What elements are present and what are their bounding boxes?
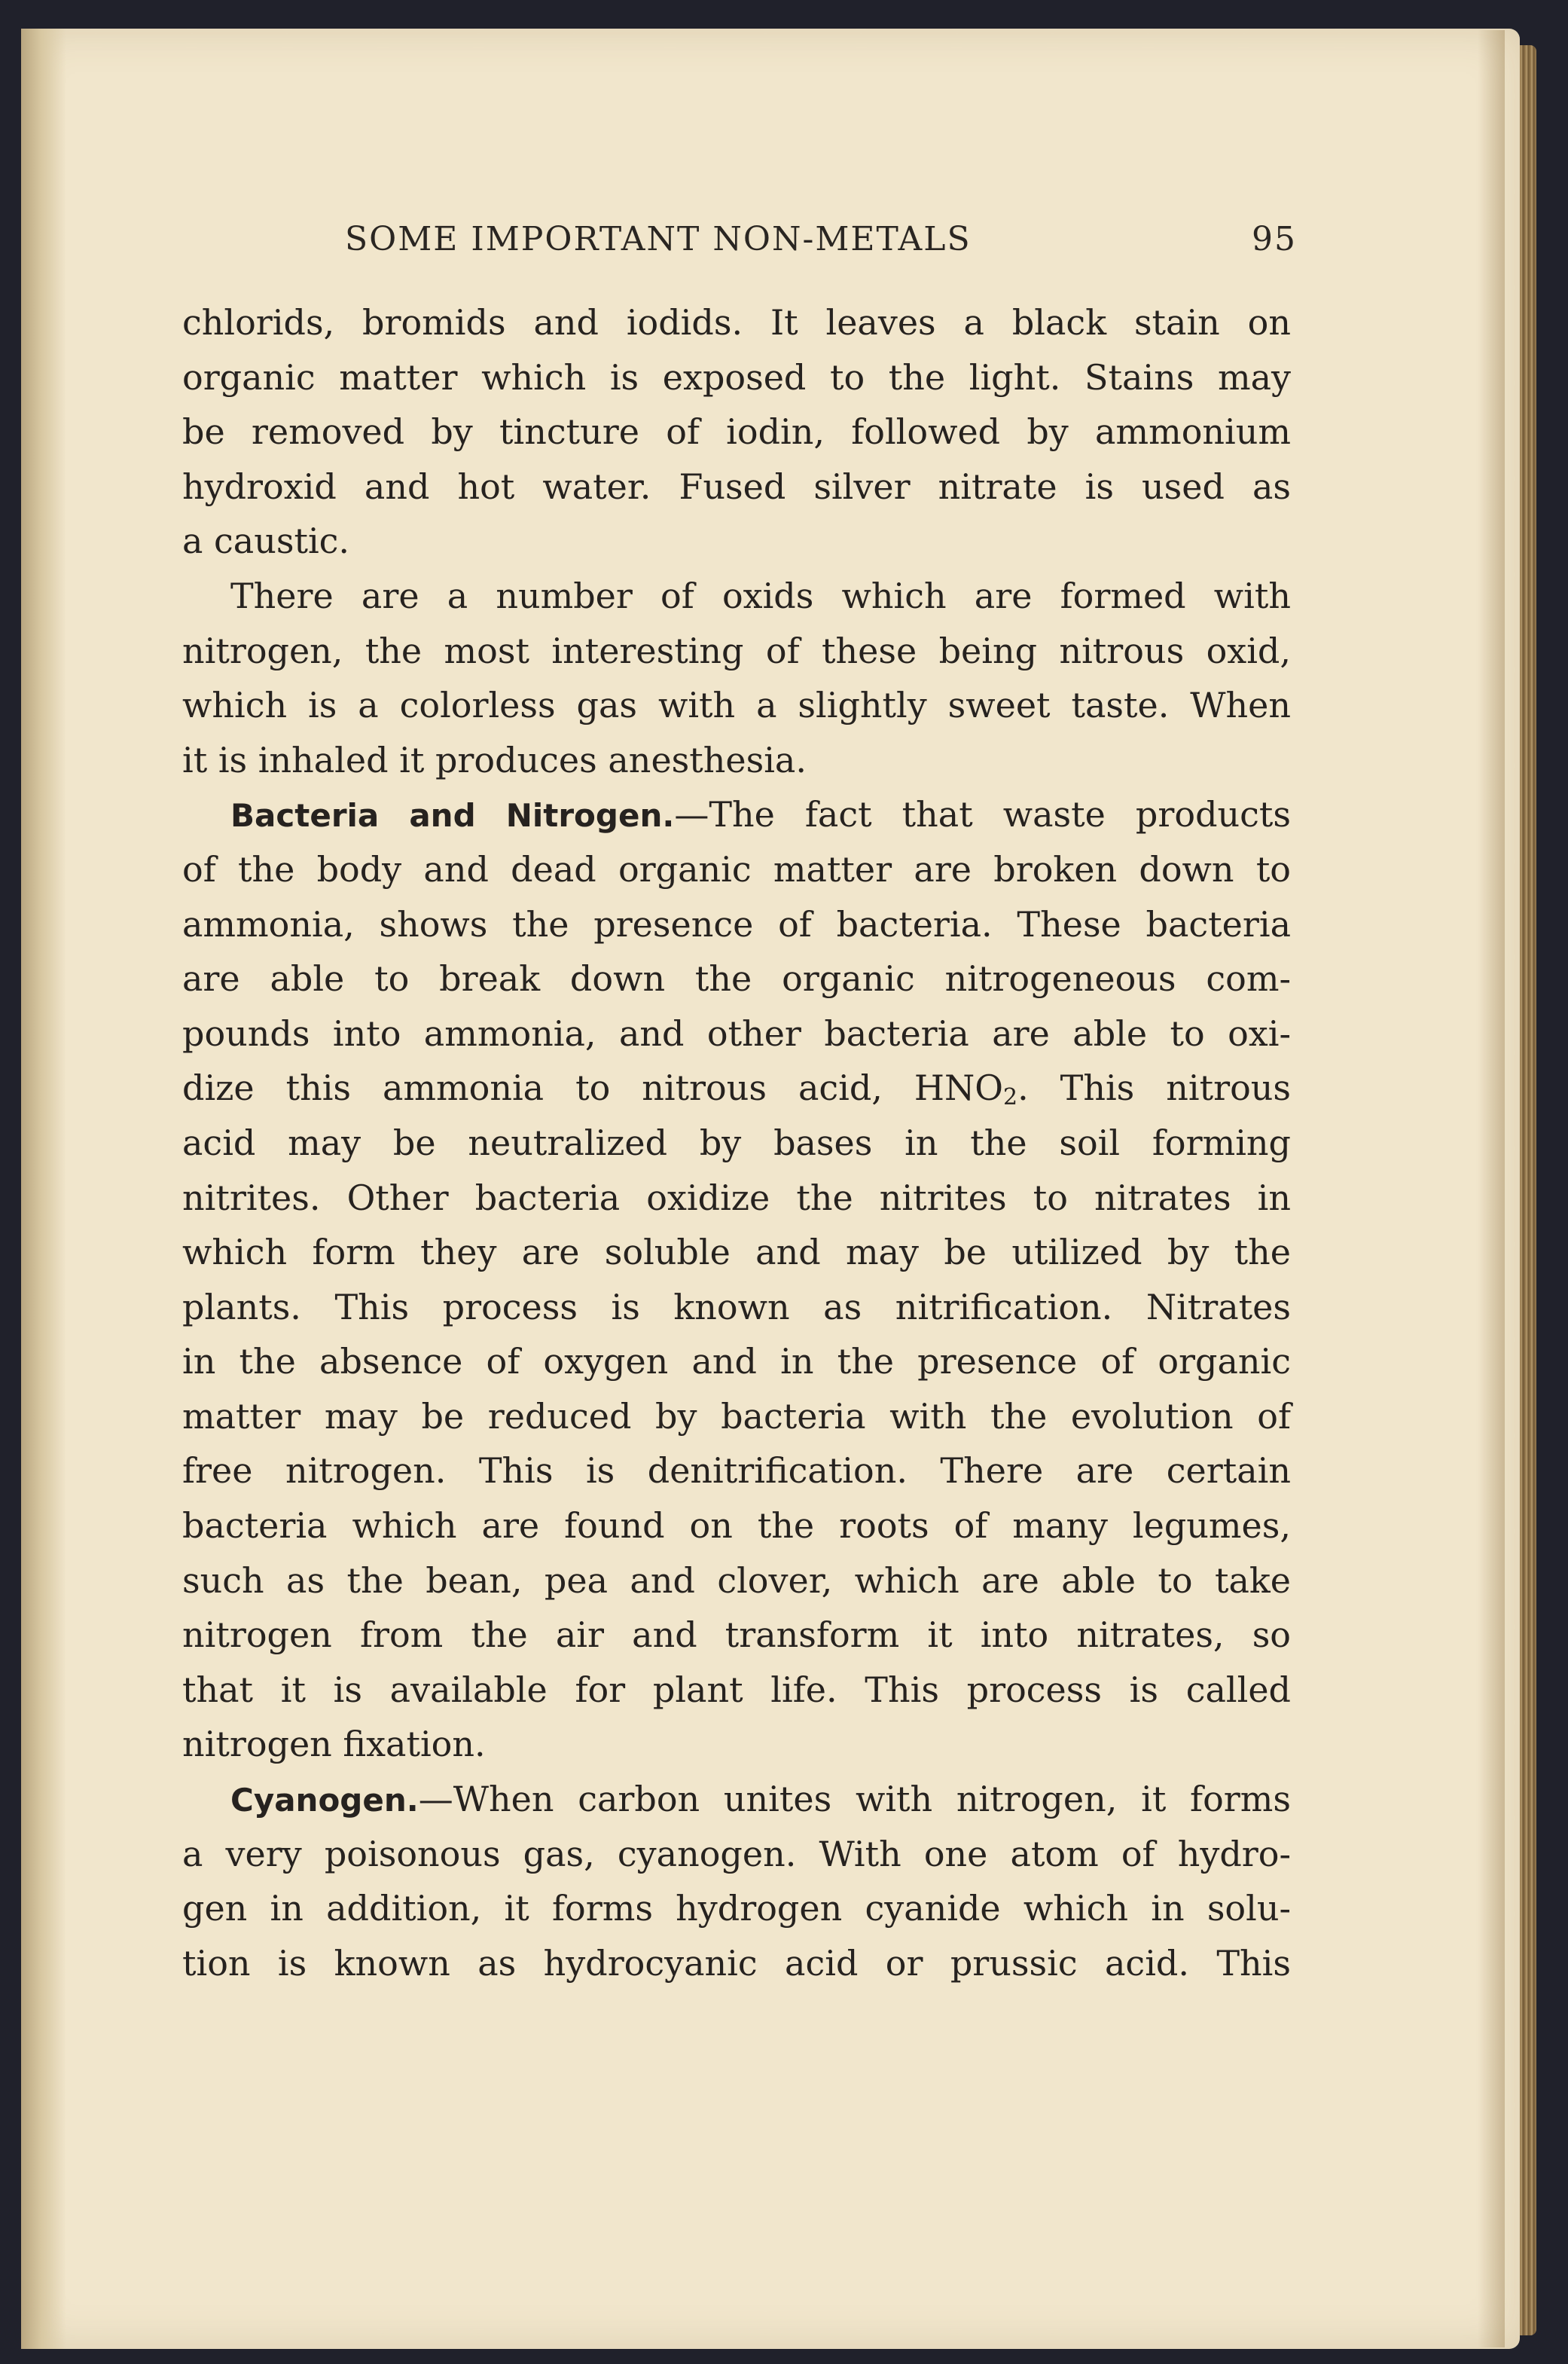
paragraph-1: [182, 295, 1291, 569]
text-line: it is inhaled it produces anesthesia.: [182, 739, 807, 780]
text-line: bacteria which are found on the roots of many legumes,: [182, 1505, 1291, 1547]
section-heading: Cyanogen.: [230, 1782, 419, 1819]
text-line: nitrogen, the most interesting of these being nitrous oxid,: [182, 630, 1291, 671]
page-edge-shadow: [1478, 30, 1505, 2347]
text-line: plants. This process is known as nitrification. Nitrates: [182, 1286, 1291, 1327]
text-line: free nitrogen. This is denitrification. There are certain: [182, 1450, 1291, 1492]
section-heading: Bacteria and Nitrogen.: [230, 797, 675, 835]
text-line: acid may be neutralized by bases in the soil forming: [182, 1122, 1291, 1163]
text-line: There are a number of oxids which are formed with: [230, 575, 1291, 616]
page-header: [345, 220, 1297, 265]
text-line: organic matter which is exposed to the light. Stains may: [182, 356, 1291, 398]
text-line: nitrites. Other bacteria oxidize the nitrites to nitrates in: [182, 1177, 1291, 1218]
paragraph-2: [182, 569, 1291, 787]
text-run: —The fact that waste products: [674, 794, 1291, 835]
text-line: pounds into ammonia, and other bacteria are able to oxi-: [182, 1012, 1291, 1054]
binding-gutter: [21, 29, 66, 2349]
text-line: matter may be reduced by bacteria with the evolution of: [182, 1395, 1291, 1437]
paragraph-cyanogen: [182, 1772, 1291, 1990]
text-run: —When carbon unites with nitrogen, it forms: [418, 1779, 1291, 1820]
paragraph-bacteria-and-nitrogen: [182, 787, 1291, 1772]
text-line: in the absence of oxygen and in the presence of organic: [182, 1341, 1291, 1382]
text-line: are able to break down the organic nitrogeneous com-: [182, 958, 1291, 1000]
text-line: such as the bean, pea and clover, which are able to take: [182, 1559, 1291, 1601]
text-line: of the body and dead organic matter are broken down to: [182, 848, 1291, 890]
running-head: SOME IMPORTANT NON-METALS: [345, 220, 972, 258]
text-line: gen in addition, it forms hydrogen cyanide which in solu-: [182, 1888, 1291, 1929]
body-text: [182, 295, 1291, 1990]
text-line: that it is available for plant life. This process is called: [182, 1669, 1291, 1710]
text-run: . This nitrous: [1017, 1067, 1291, 1109]
text-line: hydroxid and hot water. Fused silver nitrate is used as: [182, 466, 1291, 507]
page-number: 95: [1252, 220, 1297, 258]
text-line: nitrogen from the air and transform it into nitrates, so: [182, 1614, 1291, 1656]
text-line: a caustic.: [182, 521, 350, 562]
text-line: chlorids, bromids and iodids. It leaves a black stain on: [182, 302, 1291, 343]
formula-subscript: 2: [1002, 1084, 1018, 1111]
text-line: which form they are soluble and may be utilized by the: [182, 1232, 1291, 1273]
text-line: ammonia, shows the presence of bacteria. These bacteria: [182, 903, 1291, 945]
text-line: tion is known as hydrocyanic acid or prussic acid. This: [182, 1942, 1291, 1984]
text-line: which is a colorless gas with a slightly sweet taste. When: [182, 685, 1291, 726]
text-line: nitrogen fixation.: [182, 1724, 486, 1765]
text-line: be removed by tincture of iodin, followed by ammonium: [182, 411, 1291, 453]
text-line: [182, 1061, 1291, 1116]
text-run: dize this ammonia to nitrous acid, HNO: [182, 1067, 1003, 1109]
text-line: [182, 787, 1291, 842]
text-line: [182, 1772, 1291, 1827]
text-line: a very poisonous gas, cyanogen. With one atom of hydro-: [182, 1833, 1291, 1874]
